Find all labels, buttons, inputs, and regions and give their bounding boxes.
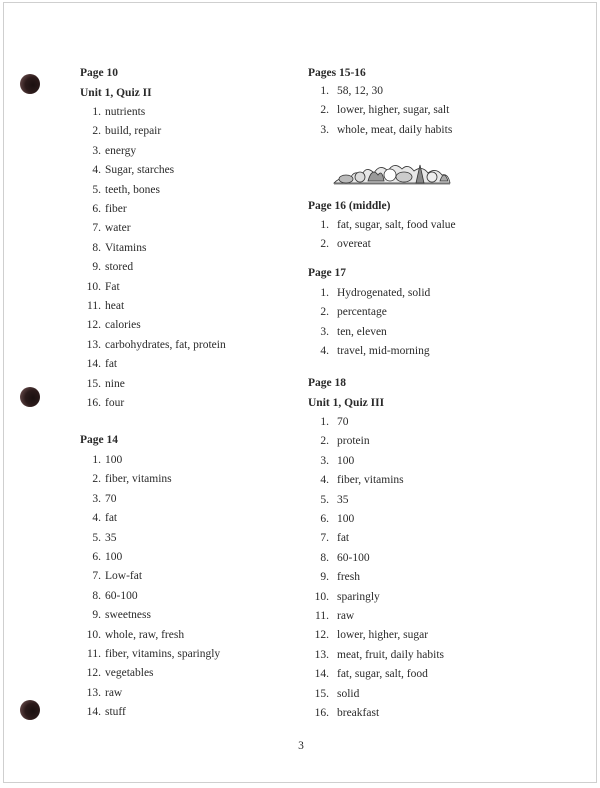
answer-text: nine — [105, 377, 125, 390]
answer-text: teeth, bones — [105, 183, 160, 196]
answer-number: 1. — [320, 85, 329, 97]
answer-text: 100 — [337, 513, 355, 525]
answer-number: 6. — [92, 551, 101, 563]
answer-number: 5. — [320, 493, 329, 506]
section-heading: Pages 15-16 — [308, 67, 366, 79]
answer-number: 2. — [320, 435, 329, 448]
answer-text: protein — [337, 435, 370, 448]
answer-text: raw — [105, 686, 123, 699]
answer-number: 9. — [320, 571, 329, 584]
answer-number: 3. — [320, 454, 329, 467]
answer-text: 60-100 — [337, 551, 370, 564]
answer-text: fat — [337, 532, 350, 545]
answer-text: 35 — [337, 493, 349, 506]
answer-item — [305, 649, 444, 661]
answer-text: whole, raw, fresh — [105, 628, 185, 641]
section-heading: Page 17 — [308, 267, 347, 279]
answer-number: 2. — [320, 306, 329, 319]
section-heading: Unit 1, Quiz III — [308, 396, 385, 409]
answer-number: 7. — [320, 532, 329, 545]
worksheet-page — [3, 2, 597, 783]
answer-text: water — [105, 222, 131, 235]
answer-text: percentage — [337, 306, 387, 319]
answer-item — [305, 494, 349, 506]
answer-item — [305, 124, 452, 136]
binder-hole-bottom — [20, 700, 40, 720]
answer-number: 7. — [92, 222, 101, 235]
answer-number: 16. — [314, 707, 329, 719]
answer-text: overeat — [337, 238, 371, 251]
answer-text: lower, higher, sugar, salt — [337, 104, 450, 117]
answer-text: calories — [105, 319, 141, 332]
answer-item — [77, 454, 122, 466]
answer-item — [77, 242, 146, 254]
answer-item — [305, 707, 379, 719]
answer-item — [305, 610, 354, 622]
answer-text: Hydrogenated, solid — [337, 287, 431, 299]
answer-item — [77, 570, 142, 582]
answer-item — [305, 668, 428, 680]
answer-text: 100 — [105, 551, 123, 563]
answer-item — [305, 688, 359, 700]
answer-item — [77, 648, 220, 660]
answer-text: nutrients — [105, 106, 146, 118]
answer-number: 1. — [320, 219, 329, 231]
answer-text: 70 — [105, 492, 117, 505]
answer-item — [305, 238, 371, 250]
answer-item — [77, 203, 127, 215]
answer-item — [305, 513, 354, 525]
answer-number: 11. — [87, 300, 101, 312]
answer-item — [77, 164, 174, 176]
answer-number: 13. — [86, 686, 101, 699]
answer-item — [77, 339, 226, 351]
answer-item — [305, 591, 380, 603]
answer-number: 3. — [92, 492, 101, 505]
answer-number: 4. — [92, 164, 101, 177]
answer-number: 2. — [320, 104, 329, 117]
answer-item — [77, 397, 124, 409]
answer-number: 12. — [314, 629, 329, 642]
answer-number: 13. — [314, 648, 329, 661]
answer-item — [77, 667, 154, 679]
section-heading: Page 16 (middle) — [308, 200, 391, 212]
answer-text: sweetness — [105, 609, 151, 622]
answer-item — [77, 687, 122, 699]
answer-text: Vitamins — [105, 241, 147, 254]
answer-text: four — [105, 397, 125, 409]
answer-item — [77, 184, 160, 196]
answer-text: ten, eleven — [337, 325, 387, 338]
answer-number: 8. — [92, 241, 101, 254]
answer-item — [305, 532, 349, 544]
answer-text: meat, fruit, daily habits — [337, 648, 444, 661]
answer-number: 10. — [86, 280, 101, 293]
answer-number: 16. — [86, 397, 101, 409]
answer-text: 100 — [337, 454, 355, 467]
answer-text: solid — [337, 687, 360, 700]
section-heading: Page 14 — [80, 434, 119, 446]
answer-text: 35 — [105, 531, 117, 544]
answer-number: 13. — [86, 338, 101, 351]
answer-text: fiber, vitamins — [337, 474, 404, 487]
answer-number: 9. — [92, 261, 101, 274]
answer-item — [77, 319, 141, 331]
answer-number: 6. — [320, 513, 329, 525]
answer-item — [77, 261, 133, 273]
answer-item — [305, 326, 387, 338]
answer-item — [77, 609, 151, 621]
answer-number: 2. — [320, 238, 329, 251]
answer-number: 8. — [320, 551, 329, 564]
answer-text: 58, 12, 30 — [337, 85, 383, 97]
answer-text: vegetables — [105, 667, 154, 680]
answer-item — [77, 378, 125, 390]
answer-text: sparingly — [337, 590, 380, 603]
answer-number: 12. — [86, 319, 101, 332]
binder-hole-top — [20, 74, 40, 94]
answer-text: 100 — [105, 454, 123, 466]
answer-text: Low-fat — [105, 570, 143, 583]
answer-item — [305, 416, 349, 428]
answer-number: 10. — [314, 590, 329, 603]
answer-number: 11. — [315, 610, 329, 622]
answer-text: heat — [105, 300, 125, 312]
answer-text: 70 — [337, 416, 349, 428]
answer-number: 4. — [320, 474, 329, 487]
answer-item — [77, 281, 120, 293]
answer-number: 15. — [314, 687, 329, 700]
answer-item — [77, 300, 124, 312]
answer-item — [77, 629, 184, 641]
answer-number: 3. — [320, 325, 329, 338]
answer-number: 1. — [320, 416, 329, 428]
answer-text: raw — [337, 610, 355, 622]
answer-number: 1. — [320, 287, 329, 299]
answer-text: stored — [105, 261, 134, 274]
food-illustration-icon — [332, 155, 452, 187]
answer-number: 4. — [92, 512, 101, 525]
answer-text: fiber, vitamins — [105, 473, 172, 486]
answer-item — [305, 435, 370, 447]
answer-text: fat, sugar, salt, food value — [337, 219, 456, 231]
answer-item — [77, 706, 126, 718]
answer-number: 12. — [86, 667, 101, 680]
answer-item — [305, 474, 404, 486]
answer-number: 9. — [92, 609, 101, 622]
answer-number: 6. — [92, 203, 101, 215]
answer-item — [77, 125, 161, 137]
answer-text: build, repair — [105, 125, 162, 138]
answer-item — [305, 552, 370, 564]
answer-item — [305, 455, 354, 467]
answer-number: 1. — [92, 106, 101, 118]
answer-text: fresh — [337, 571, 360, 584]
answer-number: 8. — [92, 589, 101, 602]
section-heading: Unit 1, Quiz II — [80, 86, 152, 99]
answer-text: fat — [105, 512, 118, 525]
answer-text: 60-100 — [105, 589, 138, 602]
answer-item — [77, 512, 117, 524]
answer-text: Sugar, starches — [105, 164, 175, 177]
answer-item — [77, 358, 117, 370]
answer-number: 10. — [86, 628, 101, 641]
answer-item — [77, 590, 138, 602]
answer-item — [305, 85, 383, 97]
answer-number: 1. — [92, 454, 101, 466]
answer-text: fat, sugar, salt, food — [337, 668, 428, 681]
answer-item — [77, 222, 131, 234]
page-number: 3 — [298, 740, 304, 752]
answer-number: 14. — [86, 358, 101, 371]
answer-item — [77, 493, 117, 505]
answer-item — [305, 345, 430, 357]
answer-item — [305, 104, 449, 116]
answer-number: 5. — [92, 531, 101, 544]
answer-number: 11. — [87, 648, 101, 660]
binder-hole-middle — [20, 387, 40, 407]
answer-number: 2. — [92, 473, 101, 486]
answer-item — [77, 473, 172, 485]
section-heading: Page 18 — [308, 377, 347, 389]
answer-text: whole, meat, daily habits — [337, 123, 453, 136]
answer-number: 14. — [314, 668, 329, 681]
answer-item — [305, 571, 360, 583]
answer-text: fat — [105, 358, 118, 371]
answer-item — [77, 532, 117, 544]
answer-number: 3. — [320, 123, 329, 136]
answer-item — [77, 551, 122, 563]
answer-item — [305, 306, 387, 318]
answer-text: fiber, vitamins, sparingly — [105, 648, 221, 660]
answer-number: 5. — [92, 183, 101, 196]
answer-item — [77, 106, 145, 118]
answer-text: carbohydrates, fat, protein — [105, 338, 226, 351]
answer-text: lower, higher, sugar — [337, 629, 429, 642]
answer-text: energy — [105, 144, 137, 157]
answer-text: Fat — [105, 280, 120, 293]
answer-number: 7. — [92, 570, 101, 583]
answer-number: 3. — [92, 144, 101, 157]
answer-text: breakfast — [337, 707, 380, 719]
answer-number: 15. — [86, 377, 101, 390]
answer-text: stuff — [105, 706, 126, 719]
answer-text: travel, mid-morning — [337, 345, 430, 358]
answer-number: 4. — [320, 345, 329, 358]
section-heading: Page 10 — [80, 67, 119, 79]
answer-number: 14. — [86, 706, 101, 719]
answer-item — [77, 145, 136, 157]
answer-item — [305, 287, 430, 299]
answer-number: 2. — [92, 125, 101, 138]
answer-item — [305, 219, 456, 231]
answer-item — [305, 629, 428, 641]
answer-text: fiber — [105, 203, 127, 215]
